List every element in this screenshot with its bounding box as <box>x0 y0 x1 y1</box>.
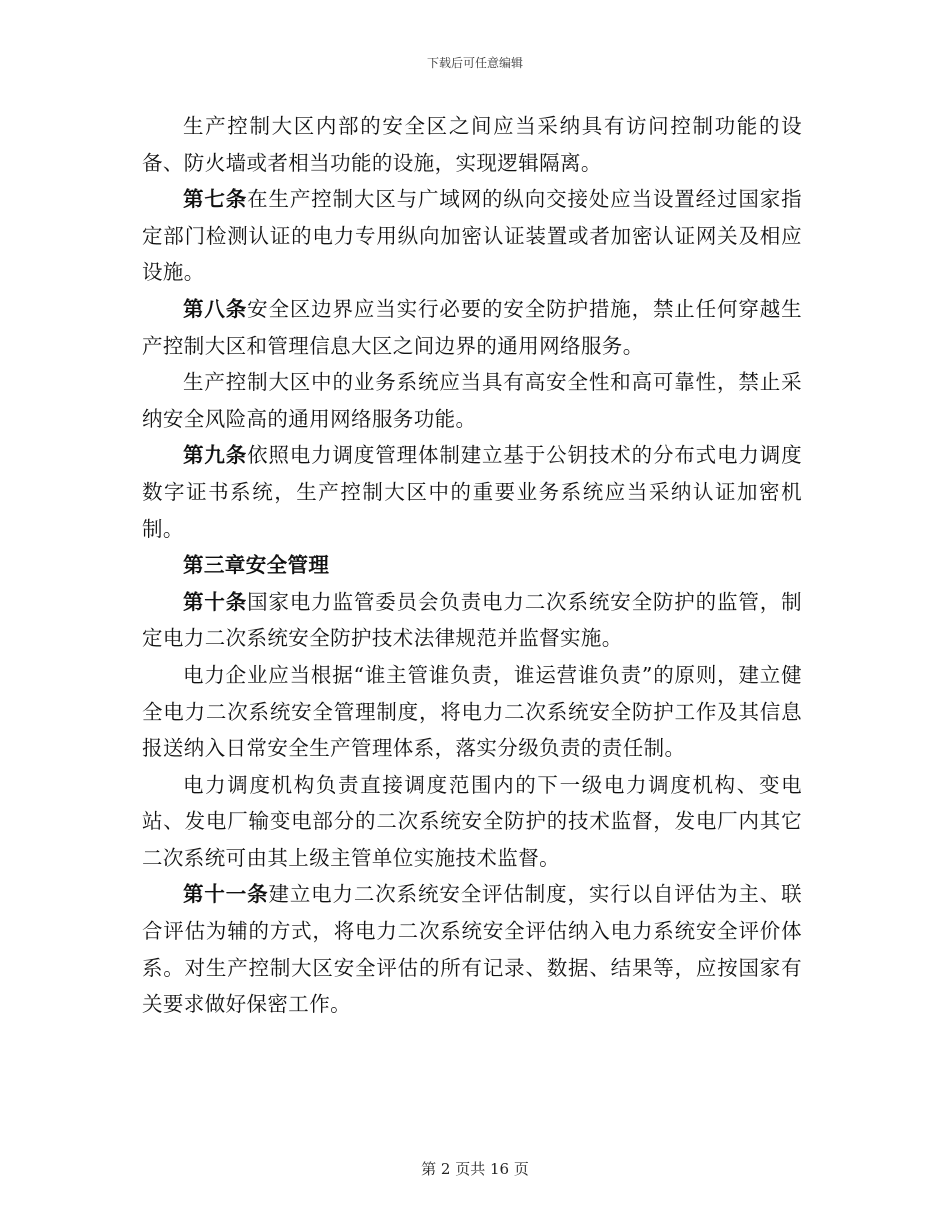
chapter-title: 第三章安全管理 <box>183 553 330 578</box>
paragraph-text: 在生产控制大区与广域网的纵向交接处应当设置经过国家指定部门检测认证的电力专用纵向加密认证装置或者加密认证网关及相应设施。 <box>142 187 803 285</box>
paragraph-text: 安全区边界应当实行必要的安全防护措施，禁止任何穿越生产控制大区和管理信息大区之间边界的通用网络服务。 <box>142 296 803 358</box>
article-label: 第十一条 <box>183 882 269 907</box>
article-label: 第十条 <box>183 589 248 614</box>
article-label: 第八条 <box>183 296 248 321</box>
document-body <box>142 108 802 1023</box>
paragraph-article-10 <box>142 584 802 657</box>
paragraph-text: 建立电力二次系统安全评估制度，实行以自评估为主、联合评估为辅的方式，将电力二次系统安全评估纳入电力系统安全评价体系。对生产控制大区安全评估的所有记录、数据、结果等，应按国家有关要求做好保密工作。 <box>142 882 803 1017</box>
article-label: 第七条 <box>183 187 248 212</box>
paragraph-text: 生产控制大区中的业务系统应当具有高安全性和高可靠性，禁止采纳安全风险高的通用网络服务功能。 <box>142 370 802 431</box>
paragraph-text: 电力企业应当根据“谁主管谁负责，谁运营谁负责”的原则，建立健全电力二次系统安全管理制度，将电力二次系统安全防护工作及其信息报送纳入日常安全生产管理体系，落实分级负责的责任制。 <box>142 662 802 761</box>
paragraph-article-11 <box>142 876 802 1022</box>
paragraph-4 <box>142 364 802 437</box>
paragraph-text: 生产控制大区内部的安全区之间应当采纳具有访问控制功能的设备、防火墙或者相当功能的设施，实现逻辑隔离。 <box>142 114 802 175</box>
chapter-heading <box>142 547 802 584</box>
article-label: 第九条 <box>183 443 248 468</box>
paragraph-article-7 <box>142 181 802 291</box>
paragraph-article-8 <box>142 291 802 364</box>
paragraph-1 <box>142 108 802 181</box>
paragraph-text: 国家电力监管委员会负责电力二次系统安全防护的监管，制定电力二次系统安全防护技术法律规范并监督实施。 <box>142 589 803 651</box>
paragraph-text: 电力调度机构负责直接调度范围内的下一级电力调度机构、变电站、发电厂输变电部分的二次系统安全防护的技术监督，发电厂内其它二次系统可由其上级主管单位实施技术监督。 <box>142 772 802 870</box>
page-footer: 第 2 页共 16 页 <box>421 1160 529 1178</box>
page-header: 下载后可任意编辑 <box>426 56 523 70</box>
paragraph-9 <box>142 767 802 877</box>
paragraph-text: 依照电力调度管理体制建立基于公钥技术的分布式电力调度数字证书系统，生产控制大区中的重要业务系统应当采纳认证加密机制。 <box>142 443 803 541</box>
paragraph-8 <box>142 657 802 767</box>
paragraph-article-9 <box>142 437 802 547</box>
